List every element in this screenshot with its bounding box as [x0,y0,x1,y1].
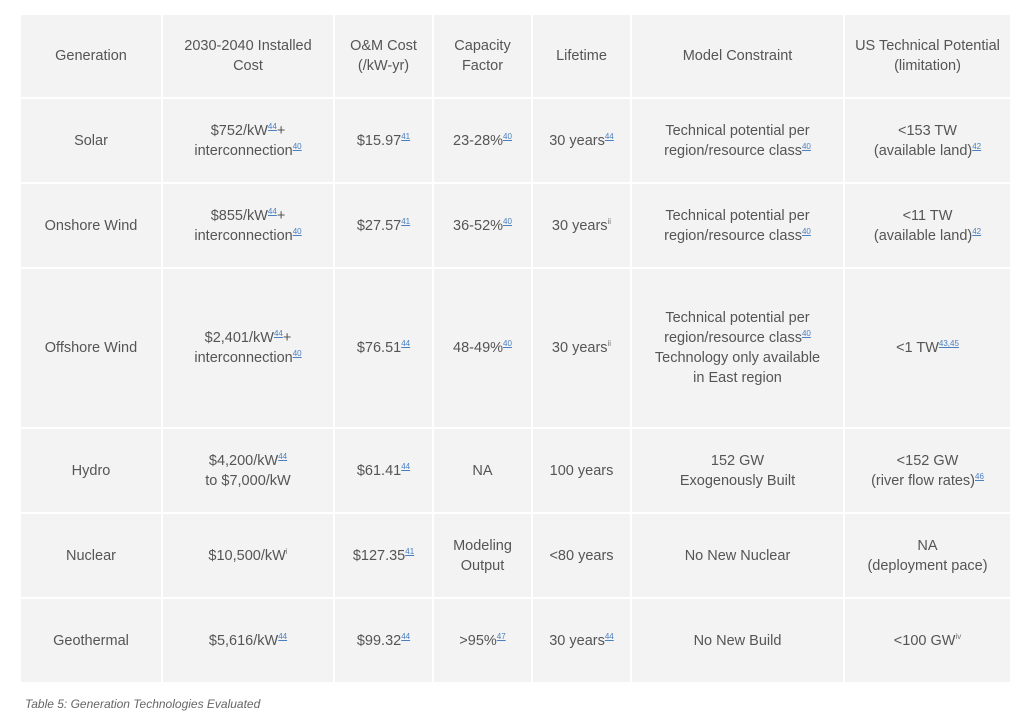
reference-link[interactable]: 44 [401,631,411,641]
footnote-marker: ii [607,339,612,349]
reference-link[interactable]: 44 [267,121,277,131]
reference-link[interactable]: 44 [273,329,283,339]
reference-link[interactable]: 40 [292,226,302,236]
model-constraint-cell: Technical potential per region/resource class$^{40}$ [632,184,843,267]
reference-link[interactable]: 40 [503,216,512,226]
table-row [21,184,1010,267]
reference-link[interactable]: 44 [401,461,411,471]
installed-cost-cell: $4,200/kW$^{44}$ to $7,000/kW [163,429,333,512]
installed-cost-cell: $10,500/kW$^i$ [163,514,333,597]
lifetime-cell: 30 years$^{44}$ [533,99,630,182]
technical-potential-cell: <1 TW$^{43,45}$ [845,269,1010,427]
capacity-factor-cell: >95%$^{47}$ [434,599,531,682]
om-cost-cell: $27.57$^{41}$ [335,184,432,267]
reference-link[interactable]: 44 [267,206,277,216]
header-model-constraint: Model Constraint [632,15,843,97]
header-om-cost: O&M Cost (/kW-yr) [335,15,432,97]
technical-potential-cell: <11 TW (available land)$^{42}$ [845,184,1010,267]
reference-link[interactable]: 40 [503,131,512,141]
technical-potential-cell: <100 GW$^{iv}$ [845,599,1010,682]
model-constraint-cell: No New Build [632,599,843,682]
footnote-marker: i [285,546,288,556]
reference-link[interactable]: 40 [503,339,512,349]
lifetime-cell: 30 years$^{44}$ [533,599,630,682]
reference-link[interactable]: 44 [278,631,288,641]
lifetime-cell: 30 years$^{ii}$ [533,184,630,267]
om-cost-cell: $61.41$^{44}$ [335,429,432,512]
reference-link[interactable]: 40 [292,141,302,151]
table-row [21,269,1010,427]
model-constraint-cell: Technical potential per region/resource class$^{40}$ [632,99,843,182]
capacity-factor-cell: 48-49%$^{40}$ [434,269,531,427]
table-row [21,429,1010,512]
header-technical-potential: US Technical Potential (limitation) [845,15,1010,97]
om-cost-cell: $15.97$^{41}$ [335,99,432,182]
generation-technologies-table [19,13,1012,684]
reference-link[interactable]: 40 [801,141,811,151]
installed-cost-cell: $2,401/kW$^{44}$+ interconnection$^{40}$ [163,269,333,427]
reference-link[interactable]: 40 [801,329,811,339]
header-lifetime: Lifetime [533,15,630,97]
header-capacity-factor: Capacity Factor [434,15,531,97]
header-generation: Generation [21,15,161,97]
model-constraint-cell: No New Nuclear [632,514,843,597]
generation-cell: Solar [21,99,161,182]
technical-potential-cell: NA (deployment pace) [845,514,1010,597]
table-caption: Table 5: Generation Technologies Evaluated [25,697,261,711]
capacity-factor-cell: NA [434,429,531,512]
lifetime-cell: 30 years$^{ii}$ [533,269,630,427]
technical-potential-cell: <153 TW (available land)$^{42}$ [845,99,1010,182]
generation-cell: Nuclear [21,514,161,597]
om-cost-cell: $76.51$^{44}$ [335,269,432,427]
model-constraint-cell: Technical potential per region/resource class$^{40}$ Technology only available in East region [632,269,843,427]
table-row [21,599,1010,682]
header-installed-cost: 2030-2040 Installed Cost [163,15,333,97]
installed-cost-cell: $5,616/kW$^{44}$ [163,599,333,682]
footnote-marker: iv [955,631,962,641]
reference-link[interactable]: 44 [604,131,614,141]
reference-link[interactable]: 44 [604,631,614,641]
generation-cell: Offshore Wind [21,269,161,427]
reference-link[interactable]: 41 [405,546,415,556]
om-cost-cell: $99.32$^{44}$ [335,599,432,682]
reference-link[interactable]: 40 [292,349,302,359]
reference-link[interactable]: 42 [972,226,982,236]
reference-link[interactable]: 44 [401,339,411,349]
capacity-factor-cell: 23-28%$^{40}$ [434,99,531,182]
reference-link[interactable]: 41 [401,131,411,141]
lifetime-cell: 100 years [533,429,630,512]
model-constraint-cell: 152 GW Exogenously Built [632,429,843,512]
reference-link[interactable]: 46 [975,471,984,481]
lifetime-cell: <80 years [533,514,630,597]
om-cost-cell: $127.35$^{41}$ [335,514,432,597]
installed-cost-cell: $855/kW$^{44}$+ interconnection$^{40}$ [163,184,333,267]
generation-cell: Hydro [21,429,161,512]
technical-potential-cell: <152 GW (river flow rates)$^{46}$ [845,429,1010,512]
reference-link[interactable]: 41 [401,216,411,226]
table-header-row [21,15,1010,97]
capacity-factor-cell: Modeling Output [434,514,531,597]
generation-cell: Onshore Wind [21,184,161,267]
reference-link[interactable]: 44 [278,451,288,461]
table-row [21,99,1010,182]
reference-link[interactable]: 43,45 [938,339,959,349]
reference-link[interactable]: 47 [496,631,506,641]
reference-link[interactable]: 42 [972,141,982,151]
reference-link[interactable]: 40 [801,226,811,236]
footnote-marker: ii [607,216,612,226]
installed-cost-cell: $752/kW$^{44}$+ interconnection$^{40}$ [163,99,333,182]
generation-cell: Geothermal [21,599,161,682]
table-row [21,514,1010,597]
capacity-factor-cell: 36-52%$^{40}$ [434,184,531,267]
